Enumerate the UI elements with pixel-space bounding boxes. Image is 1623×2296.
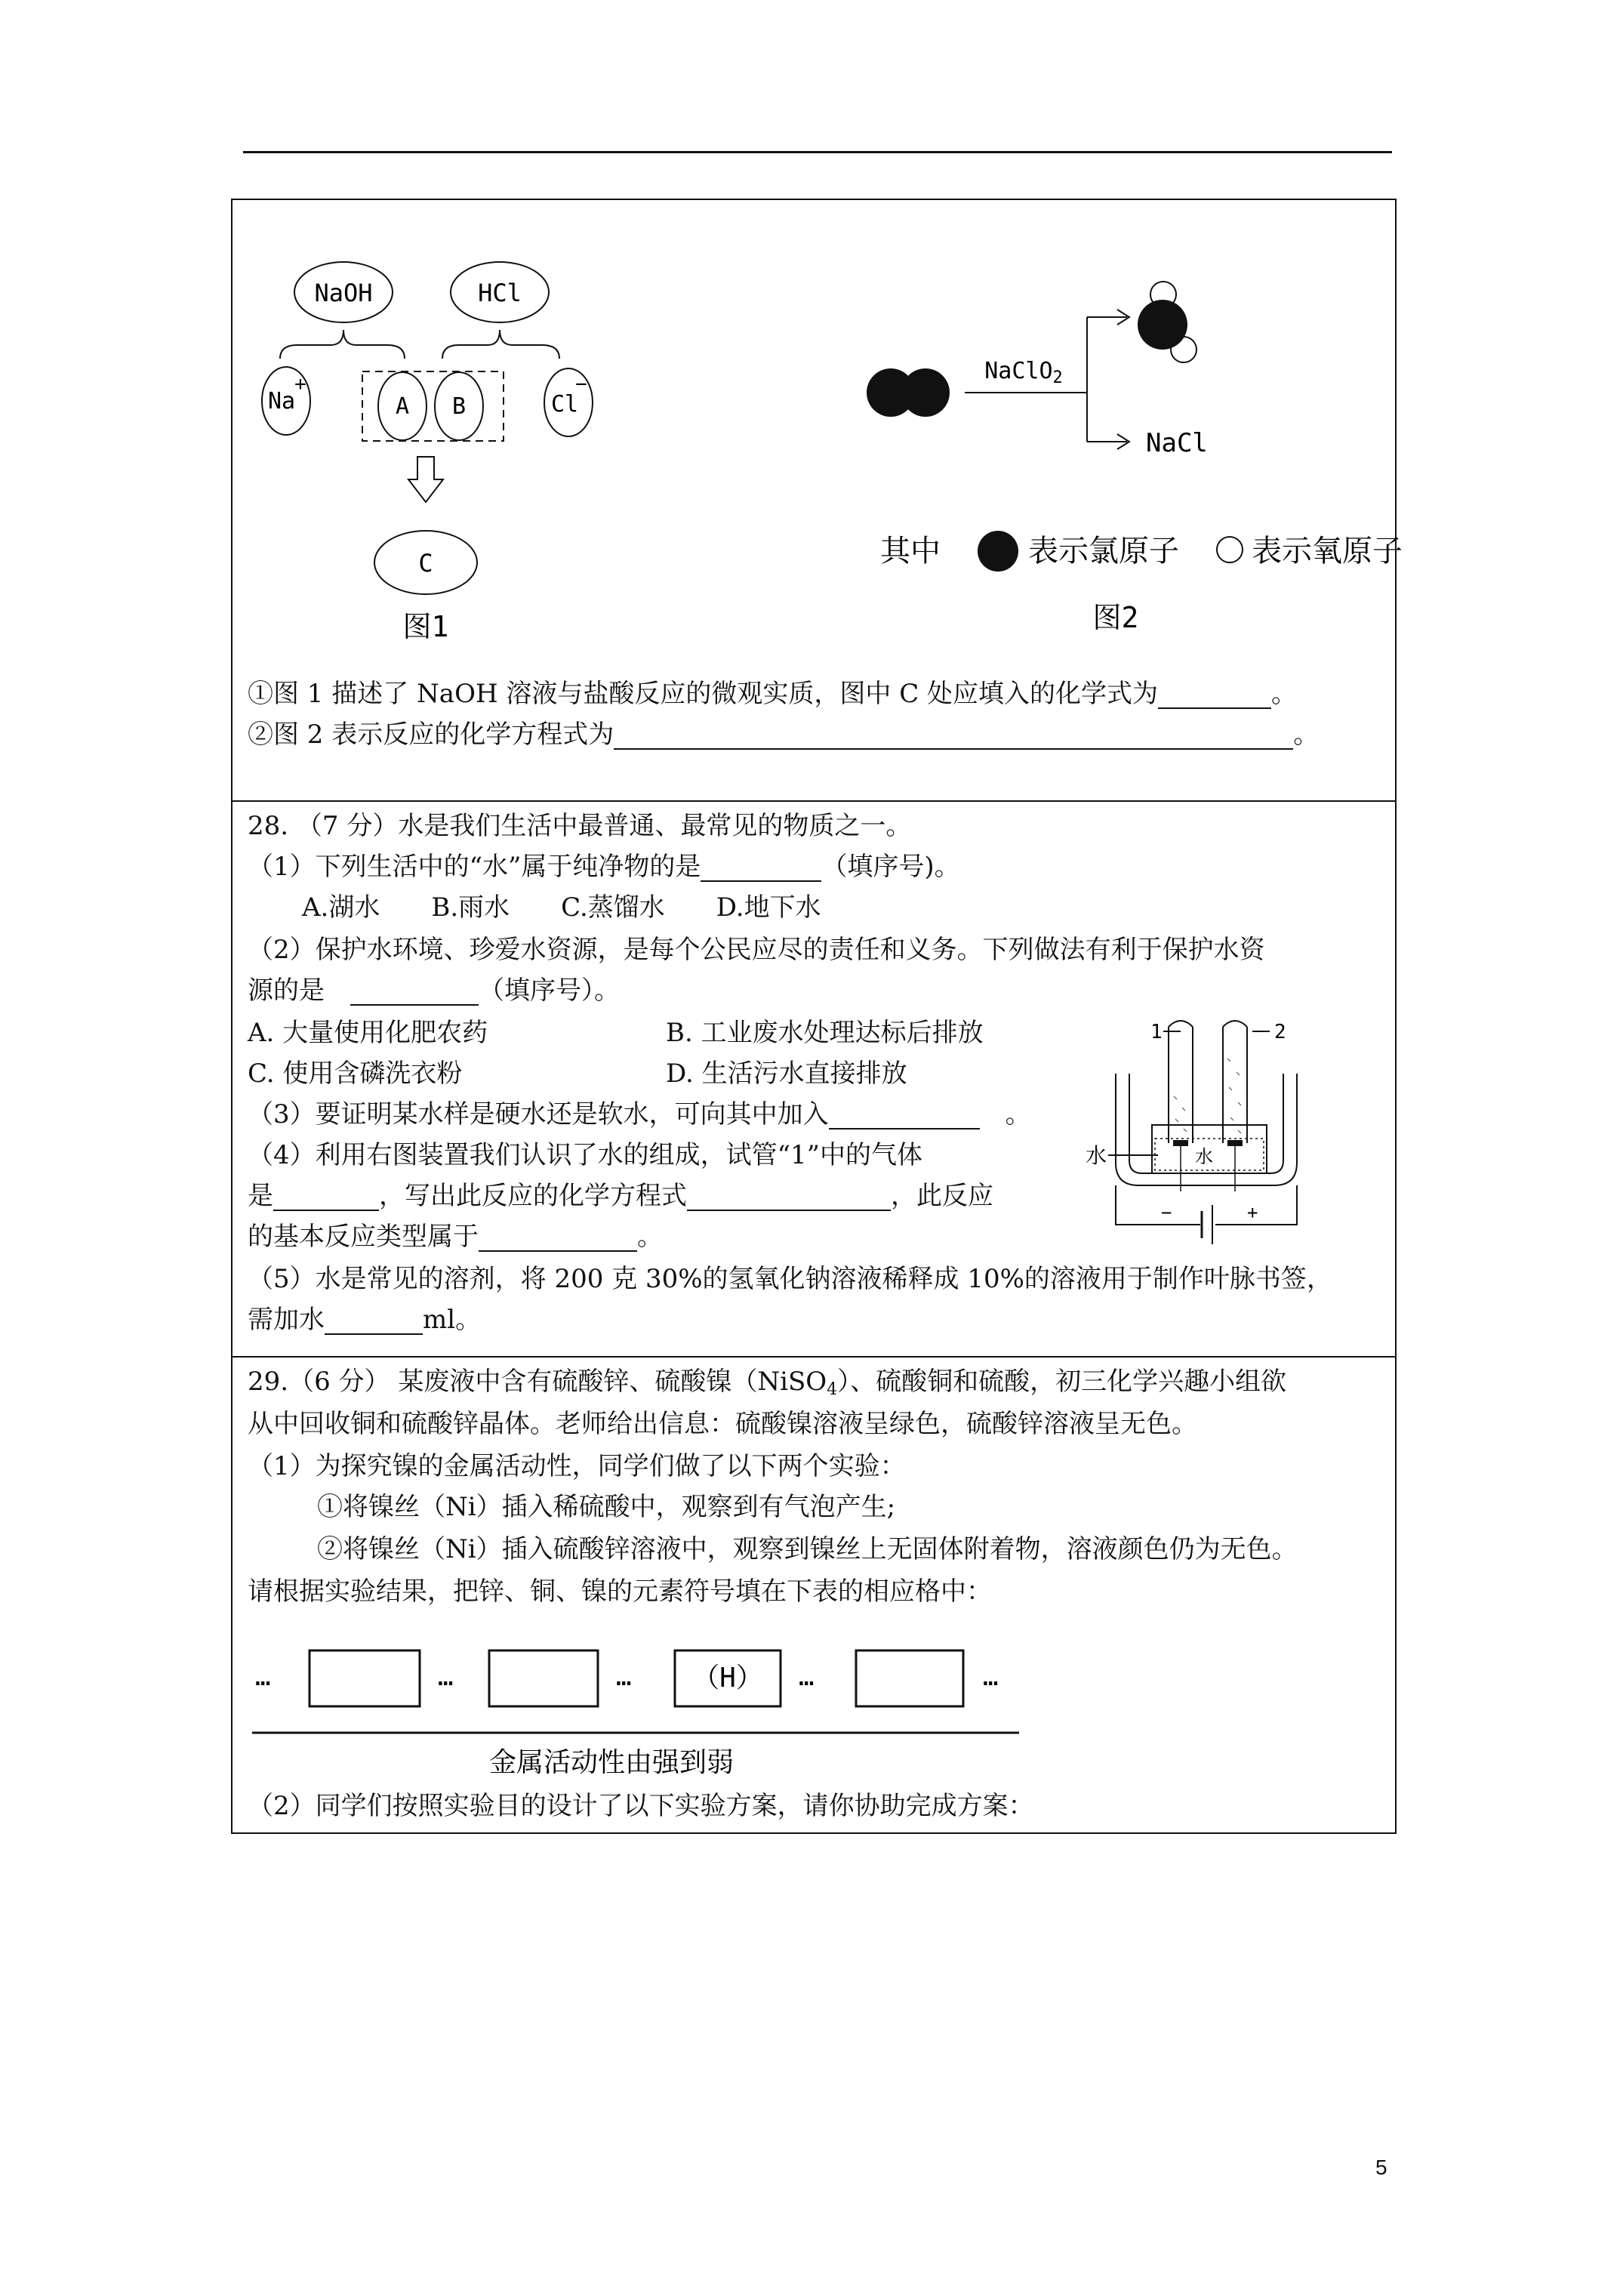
dots-4: …: [799, 1662, 815, 1692]
q29-title-2: 从中回收铜和硫酸锌晶体。老师给出信息：硫酸镍溶液呈绿色，硫酸锌溶液呈无色。: [248, 1409, 1197, 1439]
figure-1-caption: 图1: [402, 610, 449, 643]
q28-part-4a: （4）利用右图装置我们认识了水的组成，试管“1”中的气体: [248, 1140, 923, 1170]
q28-answer-3[interactable]: [829, 1104, 980, 1130]
dots-2: …: [438, 1662, 454, 1692]
minus-label: −: [1161, 1202, 1172, 1223]
q27-answer-1[interactable]: [1158, 683, 1271, 709]
q28-answer-4b[interactable]: [687, 1185, 891, 1211]
metal-box-1[interactable]: [310, 1650, 420, 1706]
tube-1-label: 1: [1150, 1021, 1163, 1043]
activity-series: [233, 1607, 1063, 1778]
q29-part-1-tail: 请根据实验结果，把锌、铜、镍的元素符号填在下表的相应格中：: [248, 1576, 992, 1607]
q28-part-5a: （5）水是常见的溶剂，将 200 克 30%的氢氧化钠溶液稀释成 10%的溶液用于制作叶脉书签，: [248, 1264, 1332, 1294]
metal-box-3[interactable]: [856, 1650, 963, 1706]
c-label: C: [418, 549, 433, 578]
q28-answer-4c[interactable]: [479, 1226, 637, 1252]
q28-option-b: B. 工业废水处理达标后排放: [666, 1018, 984, 1048]
legend-chlorine: 表示氯原子: [1028, 534, 1179, 569]
q28-part-1: （1）下列生活中的“水”属于纯净物的是 （填序号)。: [248, 852, 960, 882]
b-ion-label: B: [451, 393, 467, 420]
water-label: 水: [1086, 1143, 1107, 1168]
q28-part-3: （3）要证明某水样是硬水还是软水，可向其中加入 。: [248, 1099, 1031, 1130]
tube-2-label: 2: [1274, 1021, 1286, 1043]
cl-ion-label: Cl: [550, 391, 579, 418]
hydrogen-label: （H）: [692, 1663, 763, 1693]
question-27-cell: [233, 200, 1403, 802]
hcl-label: HCl: [478, 279, 522, 307]
product-label: NaCl: [1146, 428, 1208, 458]
q28-part-2b: 源的是 （填序号）。: [248, 975, 620, 1006]
na-ion-label: Na: [267, 388, 296, 415]
chlorine-atom-icon: [978, 531, 1018, 572]
q28-answer-2[interactable]: [350, 980, 479, 1006]
q28-answer-1[interactable]: [701, 856, 821, 882]
q28-option-c: C. 使用含磷洗衣粉: [248, 1059, 463, 1089]
question-28-cell: [233, 802, 1395, 1358]
figure-2: [625, 200, 1403, 653]
naoh-label: NaOH: [314, 279, 373, 307]
q28-answer-4a[interactable]: [273, 1185, 379, 1211]
cl-charge: −: [575, 373, 587, 396]
q28-part-4b: 是 ，写出此反应的化学方程式 ，此反应: [248, 1181, 993, 1211]
q27-line-2: ②图 2 表示反应的化学方程式为 。: [248, 720, 1320, 750]
q28-part-5b: 需加水 ml。: [248, 1305, 482, 1335]
dots-3: …: [616, 1662, 632, 1692]
q27-answer-2[interactable]: [614, 724, 1293, 750]
q29-title-1: 29.（6 分） 某废液中含有硫酸锌、硫酸镍（NiSO$_4$）、硫酸铜和硫酸，初三化学兴趣小组欲: [248, 1367, 1287, 1399]
na-charge: +: [294, 373, 306, 396]
question-29-cell: [233, 1358, 1395, 1832]
series-caption: 金属活动性由强到弱: [489, 1747, 735, 1778]
dots-1: …: [255, 1662, 271, 1692]
q29-experiment-2: ②将镍丝（Ni）插入硫酸锌溶液中，观察到镍丝上无固体附着物，溶液颜色仍为无色。: [317, 1534, 1298, 1564]
a-ion-label: A: [395, 393, 410, 420]
q28-part-2a: （2）保护水环境、珍爱水资源，是每个公民应尽的责任和义务。下列做法有利于保护水资: [248, 935, 1265, 965]
metal-box-2[interactable]: [489, 1650, 598, 1706]
header-rule: [243, 151, 1392, 153]
plus-label: +: [1247, 1202, 1258, 1223]
q28-part-4c: 的基本反应类型属于 。: [248, 1222, 663, 1252]
q28-title: 28. （7 分）水是我们生活中最普通、最常见的物质之一。: [248, 811, 912, 841]
water-inside-label: 水: [1195, 1146, 1213, 1167]
electrolysis-apparatus: [1086, 1006, 1357, 1232]
question-table: [231, 199, 1403, 1834]
q29-experiment-1: ①将镍丝（Ni）插入稀硫酸中，观察到有气泡产生;: [317, 1492, 896, 1522]
q28-option-d: D. 生活污水直接排放: [666, 1059, 907, 1089]
q28-part-1-options: A.湖水 B.雨水 C.蒸馏水 D.地下水: [302, 892, 821, 923]
q29-part-2: （2）同学们按照实验目的设计了以下实验方案，请你协助完成方案：: [248, 1791, 1034, 1821]
dots-5: …: [983, 1662, 999, 1692]
legend-prefix: 其中: [880, 534, 941, 569]
q29-part-1: （1）为探究镍的金属活动性，同学们做了以下两个实验：: [248, 1451, 906, 1481]
page-number: 5: [1375, 2156, 1387, 2179]
reagent-label: NaClO$_2$: [984, 358, 1063, 387]
q28-answer-5[interactable]: [325, 1309, 423, 1335]
q28-option-a: A. 大量使用化肥农药: [248, 1018, 488, 1048]
legend-oxygen: 表示氧原子: [1252, 534, 1403, 569]
q27-line-1: ①图 1 描述了 NaOH 溶液与盐酸反应的微观实质，图中 C 处应填入的化学式为 。: [248, 679, 1298, 709]
figure-2-caption: 图2: [1092, 601, 1139, 634]
oxygen-atom-icon: [1217, 537, 1243, 562]
